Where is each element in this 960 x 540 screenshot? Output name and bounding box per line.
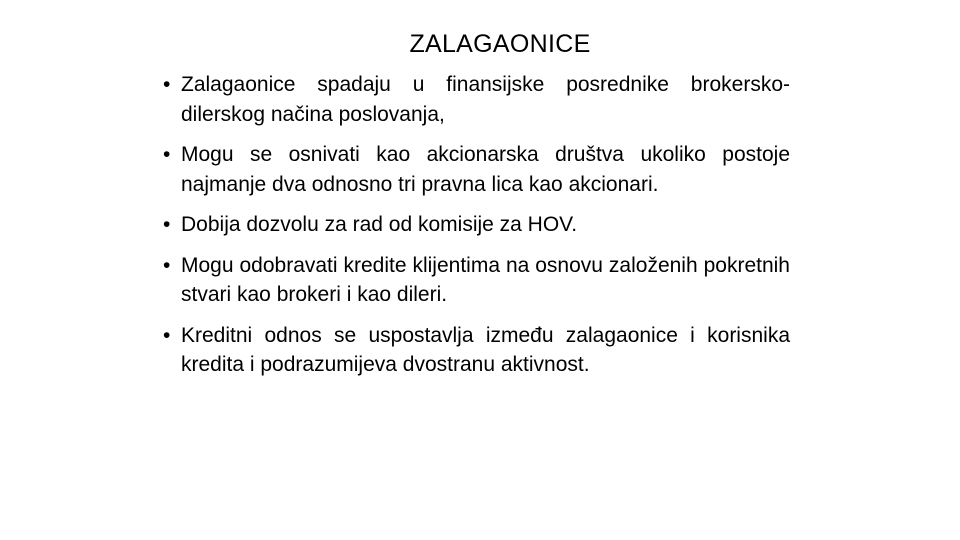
bullet-marker: • [163,323,171,347]
bullet-item [160,321,790,380]
bullet-marker: • [163,143,171,166]
bullet-marker: • [163,253,171,277]
bullet-list [160,70,790,391]
bullet-text: Zalagaonice spadaju u finansijske posrednike brokersko-dilerskog načina poslovanja, [181,73,790,126]
bullet-marker: • [163,73,171,96]
bullet-text: Kreditni odnos se uspostavlja između zalagaonice i korisnika kredita i podrazumijeva dvostranu aktivnost. [181,323,790,376]
bullet-text: Mogu odobravati kredite klijentima na osnovu založenih pokretnih stvari kao brokeri i kao dileri. [181,253,790,306]
bullet-item [160,251,790,310]
bullet-marker: • [163,213,171,236]
bullet-text: Mogu se osnivati kao akcionarska društva ukoliko postoje najmanje dva odnosno tri pravna lica kao akcionari. [181,143,790,196]
bullet-item [160,210,790,240]
bullet-text: Dobija dozvolu za rad od komisije za HOV. [181,213,578,236]
slide-title: ZALAGAONICE [409,30,591,58]
bullet-item [160,70,790,129]
bullet-item [160,140,790,199]
